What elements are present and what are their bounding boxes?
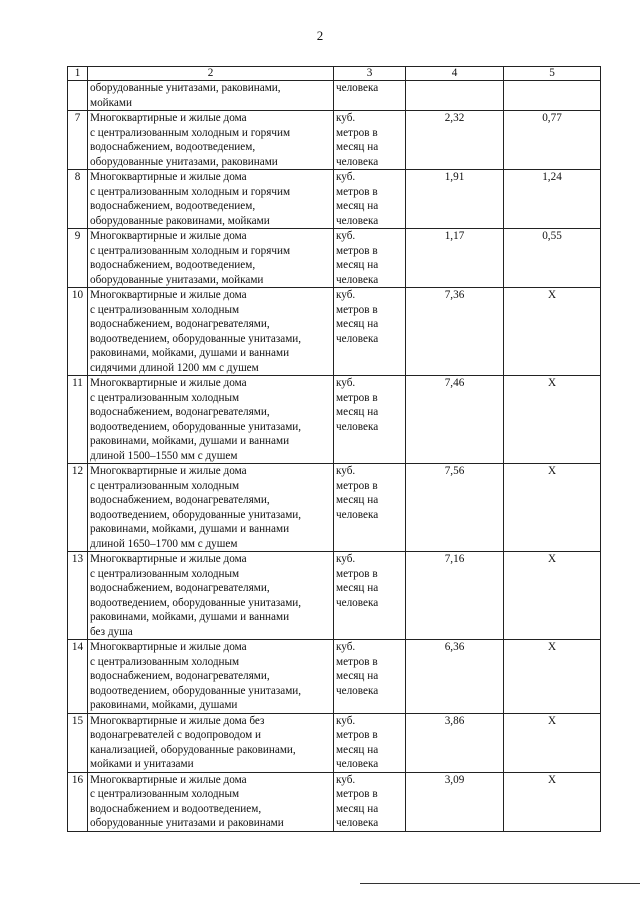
table-row bbox=[68, 640, 601, 714]
description-cell: Многоквартирные и жилые дома с централизованным холодным водоснабжением, водонагревателями, водоотведением, оборудованные унитазами, раковинами, мойками, душами bbox=[88, 640, 334, 714]
value-column-5-cell: X bbox=[504, 288, 601, 376]
table-row bbox=[68, 288, 601, 376]
table-row bbox=[68, 713, 601, 772]
row-number-cell: 13 bbox=[68, 552, 88, 640]
unit-cell: куб. метров в месяц на человека bbox=[334, 229, 406, 288]
value-column-5-cell: 0,55 bbox=[504, 229, 601, 288]
unit-cell: куб. метров в месяц на человека bbox=[334, 376, 406, 464]
description-cell: Многоквартирные и жилые дома с централизованным холодным водоснабжением, водонагревателями, водоотведением, оборудованные унитазами, раковинами, мойками, душами и ваннами длиной 1500–1550 мм с душем bbox=[88, 376, 334, 464]
value-column-4-cell: 7,16 bbox=[406, 552, 504, 640]
table-row bbox=[68, 376, 601, 464]
value-column-5-cell: X bbox=[504, 772, 601, 831]
value-column-5-cell: X bbox=[504, 464, 601, 552]
description-cell: Многоквартирные и жилые дома с централизованным холодным и горячим водоснабжением, водоотведением, оборудованные раковинами, мойками bbox=[88, 170, 334, 229]
row-number-cell: 12 bbox=[68, 464, 88, 552]
table-row bbox=[68, 81, 601, 111]
description-cell: Многоквартирные и жилые дома с централизованным холодным и горячим водоснабжением, водоотведением, оборудованные унитазами, мойками bbox=[88, 229, 334, 288]
description-cell: Многоквартирные и жилые дома с централизованным холодным водоснабжением, водонагревателями, водоотведением, оборудованные унитазами, раковинами, мойками, душами и ваннами сидячими длиной 1200 мм с душем bbox=[88, 288, 334, 376]
value-column-4-cell: 1,91 bbox=[406, 170, 504, 229]
unit-cell: куб. метров в месяц на человека bbox=[334, 288, 406, 376]
description-cell: Многоквартирные и жилые дома с централизованным холодным водоснабжением и водоотведением, оборудованные унитазами и раковинами bbox=[88, 772, 334, 831]
column-header: 1 bbox=[68, 67, 88, 81]
table-row bbox=[68, 229, 601, 288]
value-column-4-cell: 3,09 bbox=[406, 772, 504, 831]
table-header-row bbox=[68, 67, 601, 81]
unit-cell: человека bbox=[334, 81, 406, 111]
value-column-4-cell: 6,36 bbox=[406, 640, 504, 714]
row-number-cell: 9 bbox=[68, 229, 88, 288]
value-column-4-cell: 7,36 bbox=[406, 288, 504, 376]
value-column-5-cell: 1,24 bbox=[504, 170, 601, 229]
value-column-4-cell: 1,17 bbox=[406, 229, 504, 288]
table-row bbox=[68, 464, 601, 552]
row-number-cell: 10 bbox=[68, 288, 88, 376]
value-column-4-cell: 3,86 bbox=[406, 713, 504, 772]
column-header: 2 bbox=[88, 67, 334, 81]
footer-rule bbox=[360, 883, 640, 884]
table-row bbox=[68, 111, 601, 170]
value-column-4-cell: 7,56 bbox=[406, 464, 504, 552]
unit-cell: куб. метров в месяц на человека bbox=[334, 713, 406, 772]
description-cell: Многоквартирные и жилые дома с централизованным холодным и горячим водоснабжением, водоотведением, оборудованные унитазами, раковинами bbox=[88, 111, 334, 170]
table-row bbox=[68, 552, 601, 640]
row-number-cell: 11 bbox=[68, 376, 88, 464]
value-column-5-cell: 0,77 bbox=[504, 111, 601, 170]
unit-cell: куб. метров в месяц на человека bbox=[334, 170, 406, 229]
unit-cell: куб. метров в месяц на человека bbox=[334, 772, 406, 831]
value-column-5-cell bbox=[504, 81, 601, 111]
description-cell: оборудованные унитазами, раковинами, мойками bbox=[88, 81, 334, 111]
norms-table bbox=[67, 66, 601, 832]
column-header: 3 bbox=[334, 67, 406, 81]
page-number: 2 bbox=[316, 28, 324, 43]
row-number-cell bbox=[68, 81, 88, 111]
value-column-5-cell: X bbox=[504, 552, 601, 640]
column-header: 5 bbox=[504, 67, 601, 81]
row-number-cell: 8 bbox=[68, 170, 88, 229]
row-number-cell: 15 bbox=[68, 713, 88, 772]
row-number-cell: 7 bbox=[68, 111, 88, 170]
description-cell: Многоквартирные и жилые дома с централизованным холодным водоснабжением, водонагревателями, водоотведением, оборудованные унитазами, раковинами, мойками, душами и ваннами без душа bbox=[88, 552, 334, 640]
row-number-cell: 16 bbox=[68, 772, 88, 831]
value-column-4-cell: 7,46 bbox=[406, 376, 504, 464]
value-column-4-cell bbox=[406, 81, 504, 111]
description-cell: Многоквартирные и жилые дома без водонагревателей с водопроводом и канализацией, оборудованные раковинами, мойками и унитазами bbox=[88, 713, 334, 772]
value-column-5-cell: X bbox=[504, 713, 601, 772]
value-column-4-cell: 2,32 bbox=[406, 111, 504, 170]
description-cell: Многоквартирные и жилые дома с централизованным холодным водоснабжением, водонагревателями, водоотведением, оборудованные унитазами, раковинами, мойками, душами и ваннами длиной 1650–1700 мм с душем bbox=[88, 464, 334, 552]
unit-cell: куб. метров в месяц на человека bbox=[334, 640, 406, 714]
unit-cell: куб. метров в месяц на человека bbox=[334, 111, 406, 170]
unit-cell: куб. метров в месяц на человека bbox=[334, 464, 406, 552]
unit-cell: куб. метров в месяц на человека bbox=[334, 552, 406, 640]
column-header: 4 bbox=[406, 67, 504, 81]
table-row bbox=[68, 772, 601, 831]
row-number-cell: 14 bbox=[68, 640, 88, 714]
value-column-5-cell: X bbox=[504, 376, 601, 464]
value-column-5-cell: X bbox=[504, 640, 601, 714]
table-row bbox=[68, 170, 601, 229]
